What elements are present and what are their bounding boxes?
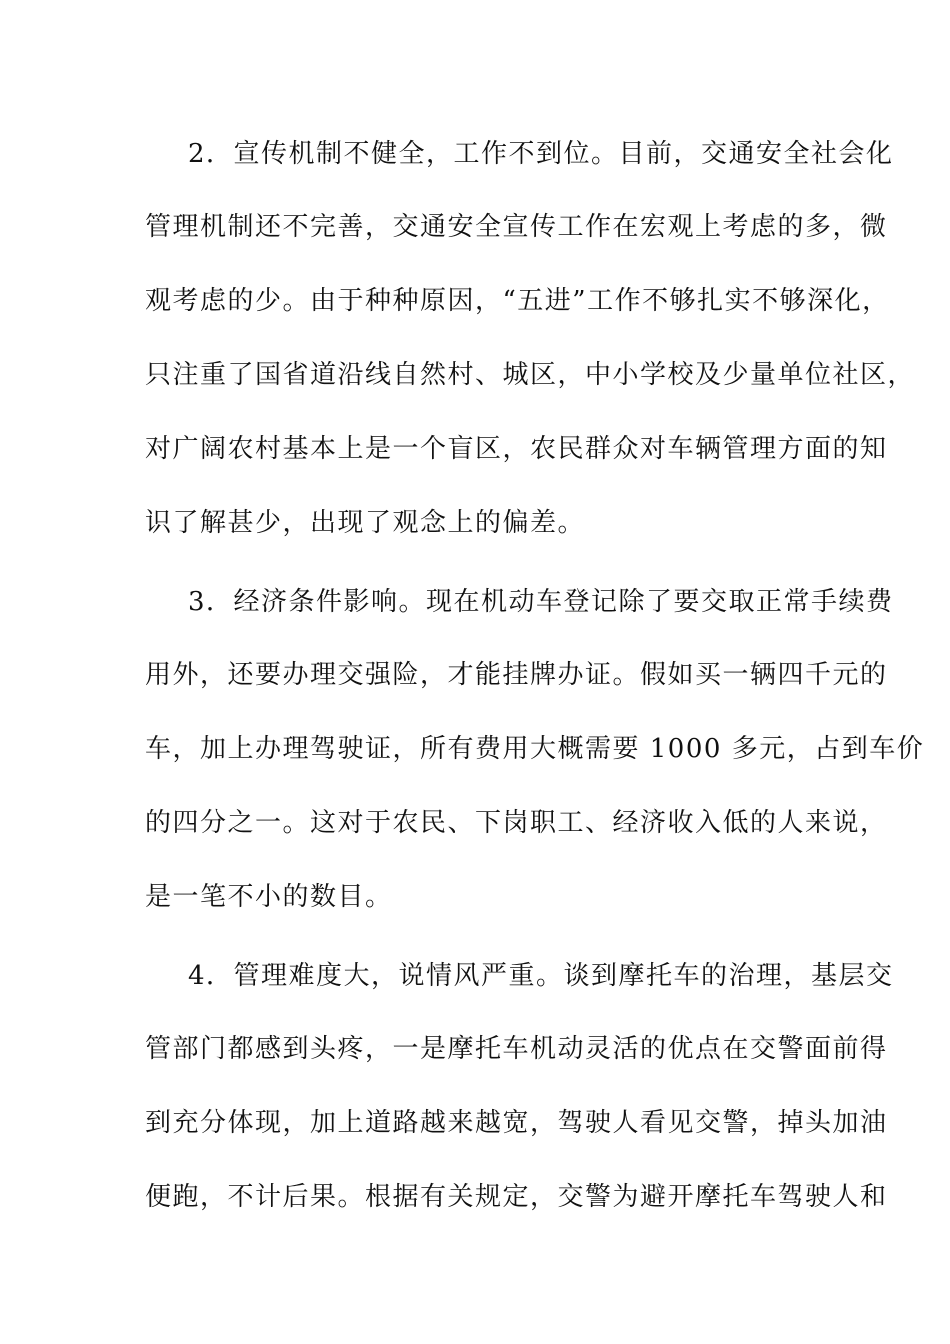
text-line: 2．宣传机制不健全，工作不到位。目前，交通安全社会化 (188, 139, 894, 169)
text-line: 车，加上办理驾驶证，所有费用大概需要 1000 多元，占到车价 (145, 734, 925, 764)
text-line: 管部门都感到头疼，一是摩托车机动灵活的优点在交警面前得 (145, 1034, 888, 1064)
text-line: 只注重了国省道沿线自然村、城区，中小学校及少量单位社区， (145, 360, 916, 390)
text-line: 观考虑的少。由于种种原因，“五进”工作不够扎实不够深化， (145, 286, 890, 316)
text-line: 4．管理难度大，说情风严重。谈到摩托车的治理，基层交 (188, 961, 894, 991)
text-line: 的四分之一。这对于农民、下岗职工、经济收入低的人来说， (145, 808, 888, 838)
text-line: 是一笔不小的数目。 (145, 882, 393, 912)
text-line: 3．经济条件影响。现在机动车登记除了要交取正常手续费 (188, 587, 894, 617)
text-line: 管理机制还不完善，交通安全宣传工作在宏观上考虑的多，微 (145, 212, 888, 242)
text-line: 识了解甚少，出现了观念上的偏差。 (145, 508, 586, 538)
text-line: 到充分体现，加上道路越来越宽，驾驶人看见交警，掉头加油 (145, 1108, 888, 1138)
text-line: 用外，还要办理交强险，才能挂牌办证。假如买一辆四千元的 (145, 660, 888, 690)
text-line: 便跑，不计后果。根据有关规定，交警为避开摩托车驾驶人和 (145, 1182, 888, 1212)
text-line: 对广阔农村基本上是一个盲区，农民群众对车辆管理方面的知 (145, 434, 888, 464)
